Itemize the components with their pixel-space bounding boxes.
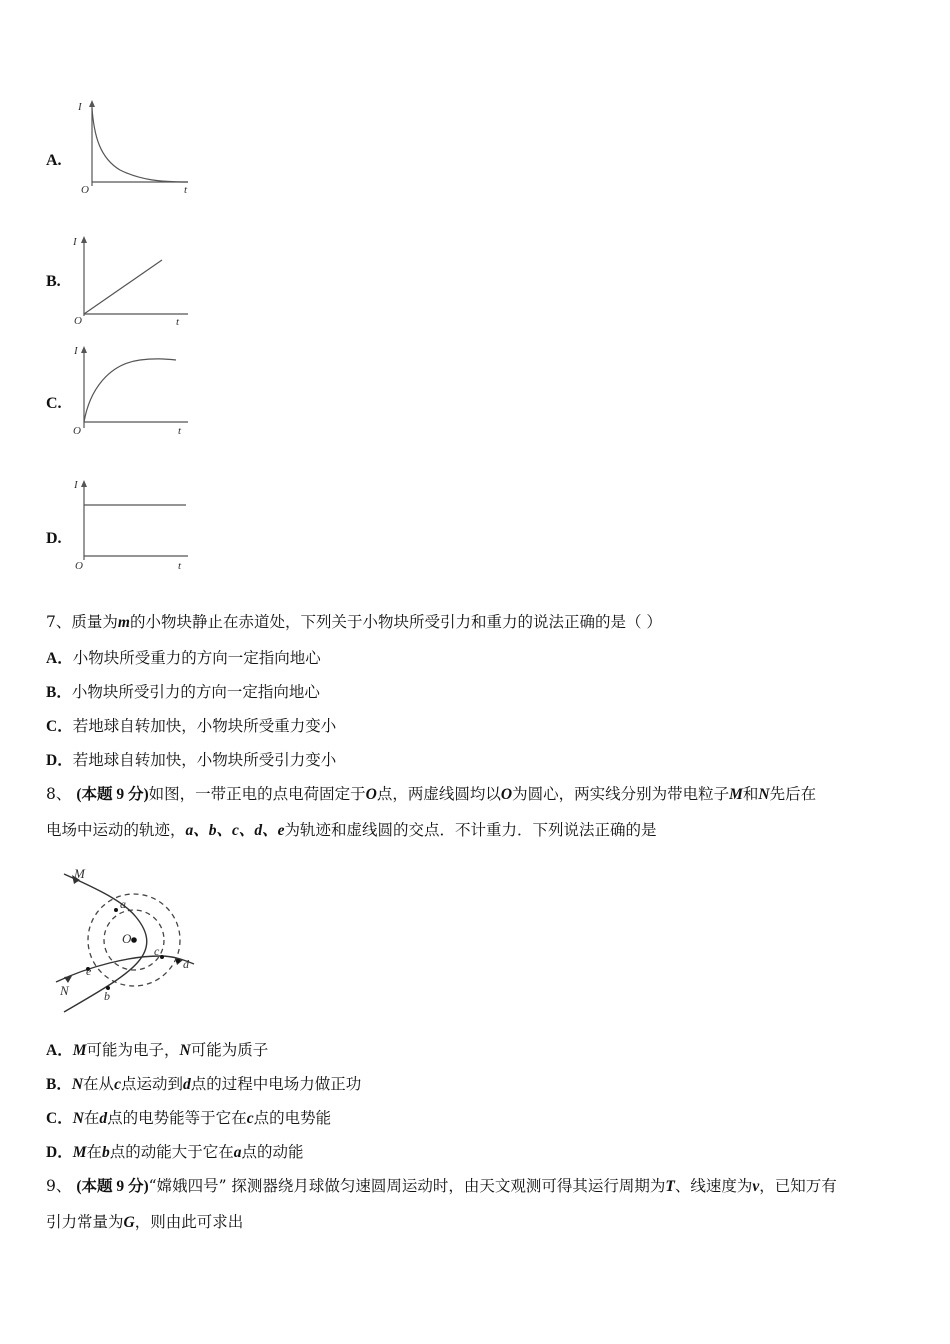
var: M — [72, 1042, 87, 1059]
origin-label: O — [74, 315, 82, 327]
text: ，则由此可求出 — [134, 1213, 244, 1231]
var-v: v — [752, 1178, 760, 1195]
q8-option-c[interactable] — [46, 1108, 331, 1129]
text: 点的动能大于它在 — [109, 1143, 234, 1161]
var-t: T — [665, 1178, 675, 1195]
saturation-curve — [84, 359, 176, 422]
x-label: t — [178, 425, 182, 437]
origin-label: O — [75, 560, 83, 572]
label-e: e — [86, 964, 92, 978]
graph-b-linear — [70, 230, 200, 330]
graph-a-decay — [70, 96, 200, 196]
var: d — [99, 1110, 108, 1127]
option-letter: D． — [46, 752, 73, 769]
q8-number: 8、 — [46, 785, 72, 803]
option-letter: B． — [46, 1076, 72, 1093]
text: 、线速度为 — [674, 1177, 753, 1195]
text: 在从 — [83, 1075, 115, 1093]
text: 点运动到 — [120, 1075, 183, 1093]
option-letter-a: A. — [46, 152, 62, 169]
option-text: 小物块所受重力的方向一定指向地心 — [72, 649, 321, 667]
q8-option-d[interactable] — [46, 1142, 304, 1163]
q7-stem — [46, 612, 662, 633]
option-letter: C． — [46, 1110, 73, 1127]
q9-stem-line2 — [46, 1212, 243, 1233]
option-letter-c: C. — [46, 395, 62, 412]
var: d — [182, 1076, 191, 1093]
text: 点，两虚线圆均以 — [376, 785, 501, 803]
origin-label: O — [81, 184, 89, 196]
q8-tag: (本题 9 分) — [76, 786, 149, 803]
y-arrow-icon — [81, 480, 87, 487]
option-text: 若地球自转加快，小物块所受重力变小 — [72, 717, 337, 735]
text: 点的动能 — [241, 1143, 304, 1161]
label-m: M — [74, 866, 85, 881]
q7-stem-b: 的小物块静止在赤道处，下列关于小物块所受引力和重力的说法正确的是（ ） — [129, 613, 662, 631]
option-letter: B． — [46, 684, 72, 701]
y-label: I — [74, 345, 78, 357]
var-o: O — [500, 786, 513, 803]
point-d — [176, 959, 180, 963]
text: 可能为质子 — [190, 1041, 269, 1059]
q7-option-a[interactable] — [46, 648, 321, 669]
text: 在 — [86, 1143, 103, 1161]
label-c: c — [154, 944, 160, 958]
var: M — [72, 1144, 87, 1161]
var-n: N — [758, 786, 770, 803]
graph-d-constant — [70, 474, 200, 574]
var-points: a、b、c、d、e — [185, 822, 285, 839]
label-n: N — [60, 983, 69, 998]
linear-curve — [84, 260, 162, 314]
x-label: t — [178, 560, 182, 572]
label-o: O — [122, 931, 132, 946]
y-label: I — [73, 236, 77, 248]
text: 引力常量为 — [46, 1213, 124, 1231]
q8-stem-line1 — [46, 784, 816, 805]
option-letter: A． — [46, 1042, 73, 1059]
q9-number: 9、 — [46, 1177, 72, 1195]
q9-stem-line1 — [46, 1176, 837, 1197]
text: 在 — [83, 1109, 100, 1127]
label-b: b — [104, 989, 110, 1003]
text: 点的过程中电场力做正功 — [190, 1075, 362, 1093]
var: N — [179, 1042, 191, 1059]
text: 点的电势能 — [253, 1109, 332, 1127]
var: c — [246, 1110, 254, 1127]
text: 为圆心，两实线分别为带电粒子 — [512, 785, 730, 803]
var: N — [71, 1076, 84, 1093]
label-d: d — [183, 957, 189, 971]
var: b — [102, 1144, 110, 1161]
option-text: 若地球自转加快，小物块所受引力变小 — [72, 751, 337, 769]
option-letter: A． — [46, 650, 73, 667]
q7-number: 7、 — [46, 613, 72, 631]
q8-stem-line2 — [46, 820, 657, 841]
var-o: O — [365, 786, 377, 803]
n-arrow-icon — [64, 976, 72, 983]
q8-option-a[interactable] — [46, 1040, 268, 1061]
text: 和 — [742, 785, 759, 803]
var-m: M — [729, 786, 743, 803]
q7-stem-a: 质量为 — [71, 613, 118, 631]
y-arrow-icon — [81, 346, 87, 353]
graph-c-saturation — [70, 340, 200, 440]
y-arrow-icon — [89, 100, 95, 107]
charge-point — [131, 937, 137, 943]
text: 如图，一带正电的点电荷固定于 — [148, 785, 366, 803]
decay-curve — [92, 108, 188, 182]
var: a — [233, 1144, 242, 1161]
text: “嫦娥四号” 探测器绕月球做匀速圆周运动时，由天文观测可得其运行周期为 — [148, 1177, 666, 1195]
label-a: a — [120, 897, 126, 911]
point-c — [160, 955, 164, 959]
var-g: G — [123, 1214, 135, 1231]
text: 可能为电子， — [86, 1041, 180, 1059]
point-a — [114, 908, 118, 912]
q8-option-b[interactable] — [46, 1074, 361, 1095]
y-label: I — [78, 101, 82, 113]
q7-option-b[interactable] — [46, 682, 320, 703]
q9-tag: (本题 9 分) — [76, 1178, 149, 1195]
var: N — [72, 1110, 84, 1127]
text: ，已知万有 — [759, 1177, 837, 1195]
origin-label: O — [73, 425, 81, 437]
text: 为轨迹和虚线圆的交点．不计重力．下列说法正确的是 — [284, 821, 657, 839]
q7-option-c[interactable] — [46, 716, 336, 737]
x-label: t — [176, 316, 180, 328]
x-label: t — [184, 184, 188, 196]
var: c — [114, 1076, 121, 1093]
option-letter: D． — [46, 1144, 73, 1161]
text: 点的电势能等于它在 — [107, 1109, 247, 1127]
option-text: 小物块所受引力的方向一定指向地心 — [71, 683, 320, 701]
y-arrow-icon — [81, 236, 87, 243]
q8-figure — [50, 862, 200, 1022]
option-letter-d: D. — [46, 530, 62, 547]
option-letter-b: B. — [46, 273, 61, 290]
var-m: m — [117, 614, 130, 631]
option-letter: C． — [46, 718, 73, 735]
y-label: I — [74, 479, 78, 491]
q7-option-d[interactable] — [46, 750, 336, 771]
text: 电场中运动的轨迹， — [46, 821, 186, 839]
text: 先后在 — [769, 785, 817, 803]
